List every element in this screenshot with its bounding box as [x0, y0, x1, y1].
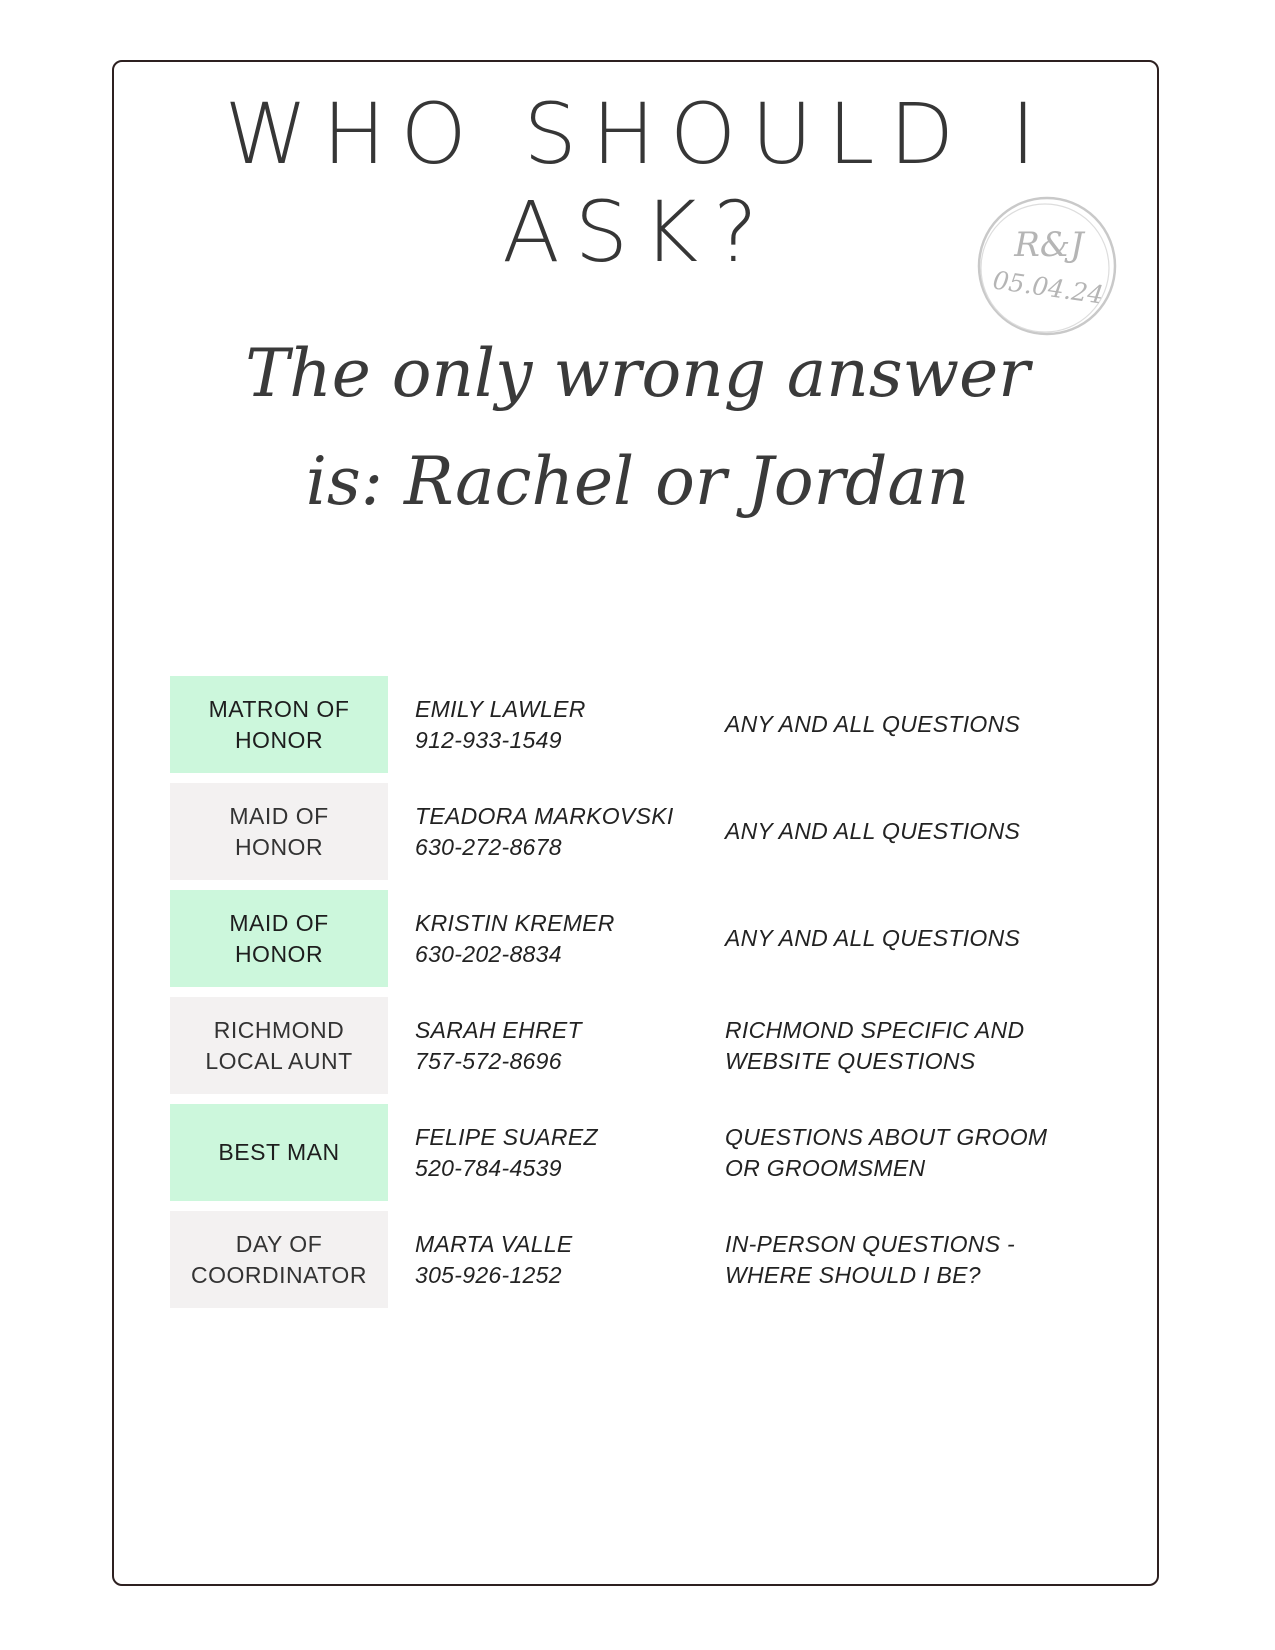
subtitle-line-2: is: Rachel or Jordan — [305, 443, 970, 520]
contact-name: TEADORA MARKOVSKI — [415, 802, 674, 829]
role-badge — [170, 783, 388, 880]
role-line-1: RICHMOND — [213, 1016, 345, 1043]
monogram-initials: R&J — [1014, 225, 1084, 265]
topic-line-1: ANY AND ALL QUESTIONS — [725, 711, 1021, 737]
subtitle-line-1: The only wrong answer — [245, 335, 1030, 412]
topic-line-1: IN-PERSON QUESTIONS - — [725, 1230, 1015, 1257]
table-row — [170, 890, 1090, 987]
topic-line-2: OR GROOMSMEN — [725, 1154, 926, 1181]
contact-info — [415, 783, 705, 880]
question-topic — [725, 890, 1085, 987]
role-line-1: MAID OF — [229, 802, 329, 829]
contact-name: KRISTIN KREMER — [415, 909, 615, 936]
topic-line-1: RICHMOND SPECIFIC AND — [725, 1016, 1025, 1043]
question-topic — [725, 1104, 1085, 1201]
contact-info — [415, 890, 705, 987]
role-badge — [170, 1211, 388, 1308]
role-line-2: LOCAL AUNT — [205, 1047, 353, 1074]
table-row — [170, 783, 1090, 880]
contact-phone: 912-933-1549 — [415, 726, 562, 753]
topic-line-2: WEBSITE QUESTIONS — [725, 1047, 976, 1074]
contact-name: FELIPE SUAREZ — [415, 1123, 598, 1150]
topic-line-1: QUESTIONS ABOUT GROOM — [725, 1123, 1048, 1150]
contact-name: SARAH EHRET — [415, 1016, 582, 1043]
contact-info — [415, 676, 705, 773]
role-line-2: HONOR — [234, 940, 324, 967]
table-row — [170, 1211, 1090, 1308]
role-line-2: COORDINATOR — [191, 1261, 367, 1288]
contact-phone: 520-784-4539 — [415, 1154, 562, 1181]
role-badge — [170, 676, 388, 773]
monogram-seal — [973, 192, 1121, 340]
table-row — [170, 1104, 1090, 1201]
contact-info — [415, 1211, 705, 1308]
role-badge — [170, 890, 388, 987]
contact-info — [415, 997, 705, 1094]
monogram-date: 05.04.24 — [991, 265, 1106, 310]
role-line-2: HONOR — [234, 726, 324, 753]
question-topic — [725, 1211, 1085, 1308]
subtitle — [150, 320, 1125, 536]
role-line-2: HONOR — [234, 833, 324, 860]
topic-line-2: WHERE SHOULD I BE? — [725, 1261, 981, 1288]
question-topic — [725, 783, 1085, 880]
role-line-1: MAID OF — [229, 909, 329, 936]
table-row — [170, 997, 1090, 1094]
question-topic — [725, 997, 1085, 1094]
contacts-table — [170, 676, 1090, 1318]
page-title: WHO SHOULD I ASK? — [224, 85, 1051, 281]
contact-phone: 305-926-1252 — [415, 1261, 562, 1288]
contact-info — [415, 1104, 705, 1201]
contact-phone: 630-202-8834 — [415, 940, 562, 967]
contact-name: EMILY LAWLER — [415, 695, 586, 722]
topic-line-1: ANY AND ALL QUESTIONS — [725, 818, 1021, 844]
contact-name: MARTA VALLE — [415, 1230, 573, 1257]
role-line-1: DAY OF — [235, 1230, 323, 1257]
role-line-1: BEST MAN — [218, 1139, 340, 1165]
contact-phone: 757-572-8696 — [415, 1047, 562, 1074]
role-line-1: MATRON OF — [208, 695, 350, 722]
role-badge — [170, 997, 388, 1094]
contact-phone: 630-272-8678 — [415, 833, 562, 860]
table-row — [170, 676, 1090, 773]
topic-line-1: ANY AND ALL QUESTIONS — [725, 925, 1021, 951]
role-badge — [170, 1104, 388, 1201]
question-topic — [725, 676, 1085, 773]
